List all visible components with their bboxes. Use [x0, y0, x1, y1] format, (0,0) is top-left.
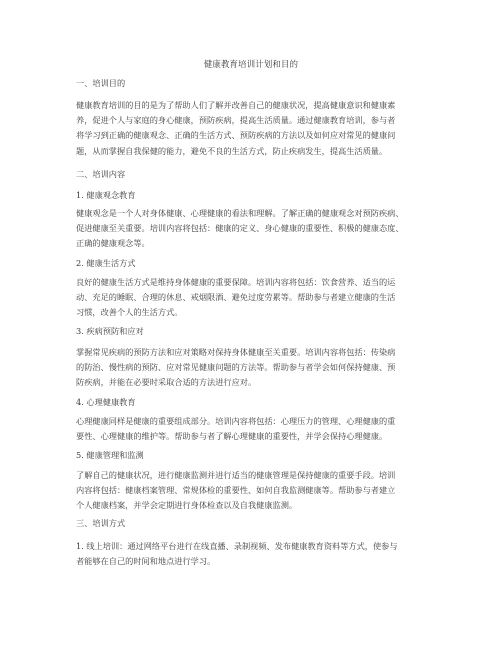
text-line: 习惯，改善个人的生活方式。 [76, 307, 183, 318]
text-line: 要性、心理健康的维护等。帮助参与者了解心理健康的重要性，并学会保持心理健康。 [76, 431, 388, 442]
paragraph-lifestyle [76, 275, 428, 321]
text-line: 个人健康档案，并学会定期进行身体检查以及自我健康监测。 [76, 500, 298, 511]
text-line: 防疾病，并能在必要时采取合适的方法进行应对。 [76, 377, 257, 388]
text-line: 健康教育培训的目的是为了帮助人们了解并改善自己的健康状况，提高健康意识和健康素 [76, 100, 396, 110]
text-line: 将学习到正确的健康观念、正确的生活方式、预防疾病的方法以及如何应对常见的健康问 [76, 130, 396, 141]
section-heading-method: 三、培训方式 [76, 518, 126, 528]
subheading-health-management: 5. 健康管理和监测 [76, 450, 144, 460]
document-title: 健康教育培训计划和目的 [203, 59, 299, 69]
text-line: 内容将包括：健康档案管理、常规体检的重要性、如何自我监测健康等。帮助参与者建立 [76, 485, 396, 496]
text-line: 健康观念是一个人对身体健康、心理健康的看法和理解。了解正确的健康观念对预防疾病、 [76, 208, 404, 218]
paragraph-health-concept [76, 206, 428, 252]
text-line: 者能够在自己的时间和地点进行学习。 [76, 556, 216, 567]
text-line: 良好的健康生活方式是维持身体健康的重要保障。培训内容将包括：饮食营养、适当的运 [76, 277, 396, 287]
text-line: 掌握常见疾病的预防方法和应对策略对保持身体健康至关重要。培训内容将包括：传染病 [76, 347, 396, 357]
text-line: 题，从而掌握自我保健的能力，避免不良的生活方式，防止疾病发生，提高生活质量。 [76, 145, 388, 156]
subheading-lifestyle: 2. 健康生活方式 [76, 258, 136, 268]
section-heading-purpose: 一、培训目的 [76, 78, 126, 88]
text-line: 了解自己的健康状况，进行健康监测并进行适当的健康管理是保持健康的重要手段。培训 [76, 470, 396, 480]
text-line: 动、充足的睡眠、合理的休息、戒烟限酒、避免过度劳累等。帮助参与者建立健康的生活 [76, 292, 396, 303]
subheading-disease-prevention: 3. 疾病预防和应对 [76, 326, 144, 336]
paragraph-health-management [76, 468, 428, 514]
text-line: 心理健康同样是健康的重要组成部分。培训内容将包括：心理压力的管理、心理健康的重 [76, 416, 396, 426]
paragraph-online-training [76, 539, 428, 569]
subheading-mental-health: 4. 心理健康教育 [76, 397, 136, 407]
paragraph-disease-prevention [76, 345, 428, 391]
text-line: 促进健康至关重要。培训内容将包括：健康的定义、身心健康的重要性、积极的健康态度、 [76, 223, 404, 234]
text-line: 正确的健康观念等。 [76, 238, 150, 249]
text-line: 的防治、慢性病的预防、应对常见健康问题的方法等。帮助参与者学会如何保持健康、预 [76, 362, 396, 373]
paragraph-mental-health [76, 414, 428, 444]
text-line: 养，促进个人与家庭的身心健康，预防疾病，提高生活质量。通过健康教育培训，参与者 [76, 115, 396, 126]
section-heading-content: 二、培训内容 [76, 169, 126, 179]
subheading-health-concept: 1. 健康观念教育 [76, 190, 136, 200]
paragraph-purpose [76, 98, 428, 159]
text-line: 1. 线上培训：通过网络平台进行在线直播、录制视频、发布健康教育资料等方式，使参与 [76, 541, 398, 551]
